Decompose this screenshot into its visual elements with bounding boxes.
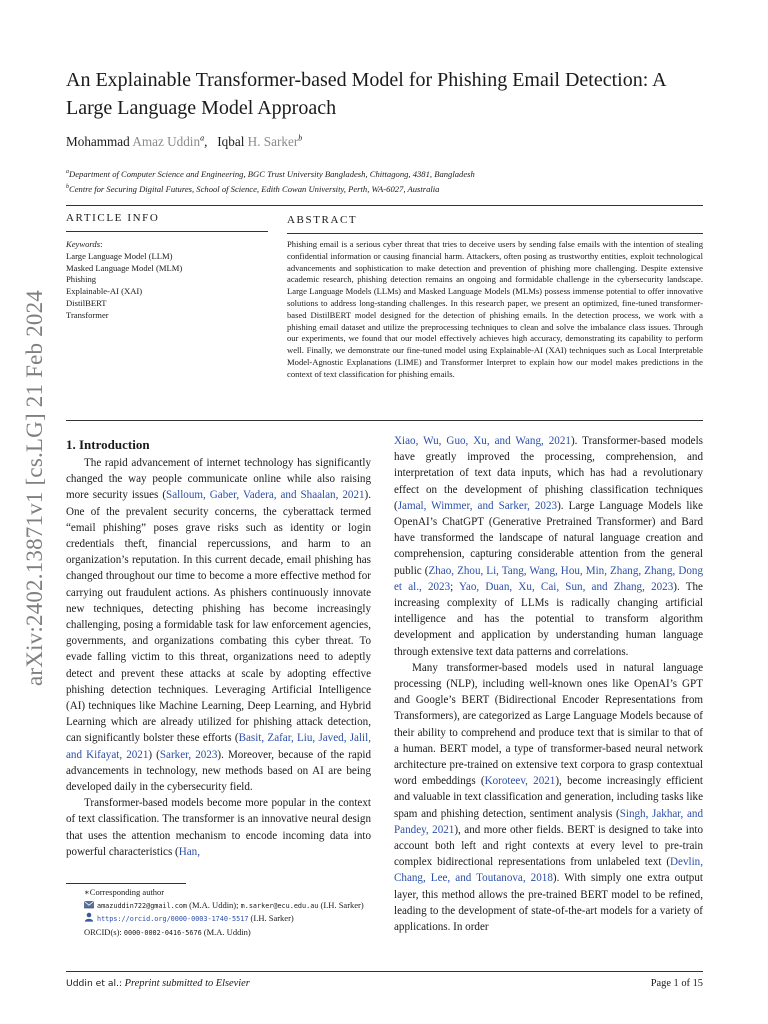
- orcid-label: ORCID(s):: [84, 926, 122, 937]
- corresponding-author-note: ∗Corresponding author: [84, 887, 165, 897]
- abstract-divider: [287, 233, 703, 234]
- footer-citation: [66, 978, 250, 989]
- citation-link[interactable]: Singh, Jakhar, and Pandey, 2021: [394, 807, 703, 836]
- affiliations: [66, 166, 716, 196]
- affiliation-b: [66, 181, 716, 196]
- email-link-uddin[interactable]: amazuddin722@gmail.com: [97, 901, 188, 910]
- orcid-link-sarker[interactable]: https://orcid.org/0000-0003-1740-5517: [97, 915, 249, 924]
- citation-link[interactable]: Yao, Duan, Xu, Cai, Sun, and Zhang, 2023: [459, 580, 674, 593]
- email-owner-sarker: (I.H. Sarker): [320, 899, 364, 910]
- footnotes: [66, 886, 371, 939]
- body-text: ). Transformer-based models have greatly improved the processing, comprehension, and interpretation of text data inputs, which has had a revolutionary effect on the development of phishing classification techniques (: [394, 435, 703, 512]
- body-text: ). Moreover, because of the rapid advancements in technology, new methods based on AI are being developed daily in the cybersecurity field.: [66, 748, 371, 794]
- orcid-list: [66, 926, 371, 940]
- top-divider: [66, 205, 703, 206]
- author-1-affil-mark: a: [200, 134, 205, 143]
- keywords-label: Keywords: [66, 239, 101, 249]
- email-footnote: [66, 899, 371, 913]
- bottom-divider: [66, 420, 703, 421]
- orcid-owner-sarker: (I.H. Sarker): [250, 913, 294, 924]
- arxiv-identifier-stamp: [14, 278, 56, 698]
- keyword-item: Transformer: [66, 309, 109, 320]
- footnote-divider: [66, 883, 186, 884]
- right-column: [394, 433, 703, 935]
- arxiv-id-text: arXiv:2402.13871v1 [cs.LG] 21 Feb 2024: [22, 290, 47, 686]
- article-info-divider: [66, 231, 268, 232]
- keyword-item: Phishing: [66, 274, 97, 285]
- body-text: The rapid advancement of internet technology has significantly changed the way people communicate online while also raising more security issues (: [66, 457, 371, 502]
- body-text: ) (: [148, 748, 160, 761]
- citation-link[interactable]: Han,: [178, 845, 200, 858]
- body-text: ). Large Language Models like OpenAI’s ChatGPT (Generative Pretrained Transformer) and Bard have transformed the landscape of natural language creation and comprehension, capturing considerable attention from the general public (: [394, 499, 703, 577]
- author-2-surname[interactable]: H. Sarker: [247, 134, 299, 150]
- keyword-item: Large Language Model (LLM): [66, 250, 173, 261]
- author-2: [217, 134, 302, 149]
- orcid-uddin: 0000-0002-0416-5676: [123, 928, 202, 937]
- left-column: [66, 455, 371, 860]
- footer-authors: Uddin et al.:: [66, 978, 123, 989]
- orcid-owner-uddin: (M.A. Uddin): [203, 926, 251, 937]
- body-text: ). The increasing complexity of LLMs is radically changing artificial intelligence and has the potential to transform algorithm development and application by understanding human language through extensive text data patterns and correlations.: [394, 580, 703, 658]
- page-number: Page 1 of 15: [650, 978, 703, 989]
- keywords-block: [66, 239, 266, 322]
- citation-link[interactable]: Koroteev, 2021: [484, 775, 556, 788]
- citation-link[interactable]: Zhao, Zhou, Li, Tang, Wang, Hou, Min, Zhang, Zhang, Dong et al., 2023: [394, 564, 703, 593]
- keywords-label-line: Keywords:: [66, 239, 103, 249]
- affiliation-b-mark: b: [66, 183, 69, 190]
- citation-link[interactable]: Basit, Zafar, Liu, Javed, Jalil, and Kifayat, 2021: [66, 732, 371, 761]
- citation-link[interactable]: Jamal, Wimmer, and Sarker, 2023: [397, 499, 558, 512]
- person-icon: [84, 912, 94, 922]
- author-list: [66, 134, 302, 150]
- body-text: ), and more other fields. BERT is designed to take into account both left and right contexts at every level to pre-train complex bidirectional representations from unlabeled text (: [394, 823, 704, 869]
- keyword-item: DistilBERT: [66, 297, 107, 308]
- keyword-item: Explainable-AI (XAI): [66, 286, 143, 297]
- intro-paragraph-3: [394, 660, 703, 935]
- body-text: Many transformer-based models used in natural language processing (NLP), including well-known ones like OpenAI’s GPT and Google’s BERT (Bidirectional Encoder Representations from Transformers), are categorized as Large Language Models because of their ability to comprehend and produce text that is similar to that of a human. BERT model, a type of transformer-based neural network architecture pre-trained on extensive text corpora to grasp contextual word embeddings (: [394, 661, 703, 788]
- citation-link[interactable]: Devlin, Chang, Lee, and Toutanova, 2018: [394, 856, 703, 885]
- citation-link[interactable]: Xiao, Wu, Guo, Xu, and Wang, 2021: [394, 435, 571, 447]
- intro-paragraph-1: [66, 455, 371, 795]
- affiliation-b-text: Centre for Securing Digital Futures, School of Science, Edith Cowan University, Perth, WA-6027, Australia: [69, 183, 440, 194]
- paper-title: An Explainable Transformer-based Model for Phishing Email Detection: A Large Language Model Approach: [66, 69, 666, 119]
- abstract-text: Phishing email is a serious cyber threat that tries to deceive users by sending false emails with the intention of stealing confidential information or causing financial harm. Attackers, often posing as trustworthy entities, exploit technological advancements and sophistication to make detection and prevention of phishing more challenging. Despite extensive academic research, phishing detection remains an ongoing and formidable challenge in the cybersecurity landscape. Large Language Models (LLMs) and Masked Language Models (MLMs) possess immense potential to offer innovative solutions to address long-standing challenges. In this research paper, we present an optimized, fine-tuned transformer-based DistilBERT model designed for the detection of phishing emails. In the detection process, we work with a phishing email dataset and utilize the preprocessing techniques to clean and solve the imbalance class issues. Through our experiments, we found that our model effectively achieves high accuracy, demonstrating its capability to perform well. Finally, we demonstrate our fine-tuned model using Explainable-AI (XAI) techniques such as Local Interpretable Model-Agnostic Explanations (LIME) and Transformer Interpret to explain how our model makes predictions in the context of text classification for phishing emails.: [287, 239, 703, 379]
- footer-journal: Preprint submitted to Elsevier: [124, 978, 250, 989]
- body-text: ), become increasingly efficient and valuable in text classification and generation, including tasks like spam and phishing detection, sentiment analysis (: [394, 775, 704, 820]
- author-2-affil-mark: b: [298, 134, 303, 143]
- email-owner-uddin: (M.A. Uddin);: [189, 899, 239, 910]
- orcid-footnote: [66, 912, 371, 926]
- affiliation-a-text: Department of Computer Science and Engineering, BGC Trust University Bangladesh, Chittagong, 4381, Bangladesh: [69, 168, 475, 179]
- body-text: Transformer-based models become more popular in the context of text classification. The transformer is an innovative neural design that uses the attention mechanism to encode incoming data into powerful characteristics (: [66, 797, 371, 858]
- affiliation-a: [66, 166, 716, 181]
- email-link-sarker[interactable]: m.sarker@ecu.edu.au: [240, 901, 319, 910]
- footer-divider: [66, 971, 703, 972]
- body-text: ). With simply one extra output layer, this method allows the pre-trained BERT model to be refined, leading to the development of state-of-the-art models for a variety of applications. In order: [394, 872, 703, 934]
- affiliation-a-mark: a: [66, 169, 69, 175]
- citation-link[interactable]: Sarker, 2023: [159, 748, 218, 761]
- keyword-item: Masked Language Model (MLM): [66, 262, 183, 273]
- body-text: ). One of the prevalent security concerns, the cyberattack termed “email phishing” poses grave risks such as identity or login credentials theft, financial repercussions, and harm to an organization’s reputation. In this current decade, email phishing has changed throughout our time to become a more effective method for carrying out fraudulent actions. As phishers continuously innovate new techniques, detecting phishing has become increasingly challenging, posing a formidable task for law enforcement agencies, governments, and organizations combating this cyber threat. To evade falling victim to this threat, organizations need to adeptly detect and prevent these attacks at scale by adopting effective phishing detection techniques. Leveraging Artificial Intelligence (AI) techniques like Machine Learning, Deep Learning, and Hybrid Learning which are already utilized for phishing attack detection, can significantly bolster these efforts (: [66, 489, 372, 745]
- author-2-first-name: Iqbal: [217, 134, 245, 150]
- abstract-heading: ABSTRACT: [287, 214, 358, 226]
- intro-paragraph-2: [66, 795, 371, 860]
- article-info-heading: ARTICLE INFO: [66, 212, 160, 224]
- email-icon: [84, 900, 94, 909]
- citation-link[interactable]: Salloum, Gaber, Vadera, and Shaalan, 2021: [166, 489, 365, 502]
- author-1: Mohammad Amaz Uddin$^a$,: [66, 134, 211, 150]
- author-1-surname[interactable]: Amaz Uddin: [132, 134, 201, 150]
- intro-paragraph-2-continued: [394, 433, 703, 660]
- author-1-first-name: Mohammad: [66, 134, 130, 150]
- section-heading-introduction: 1. Introduction: [66, 437, 150, 452]
- body-text: ;: [450, 580, 460, 593]
